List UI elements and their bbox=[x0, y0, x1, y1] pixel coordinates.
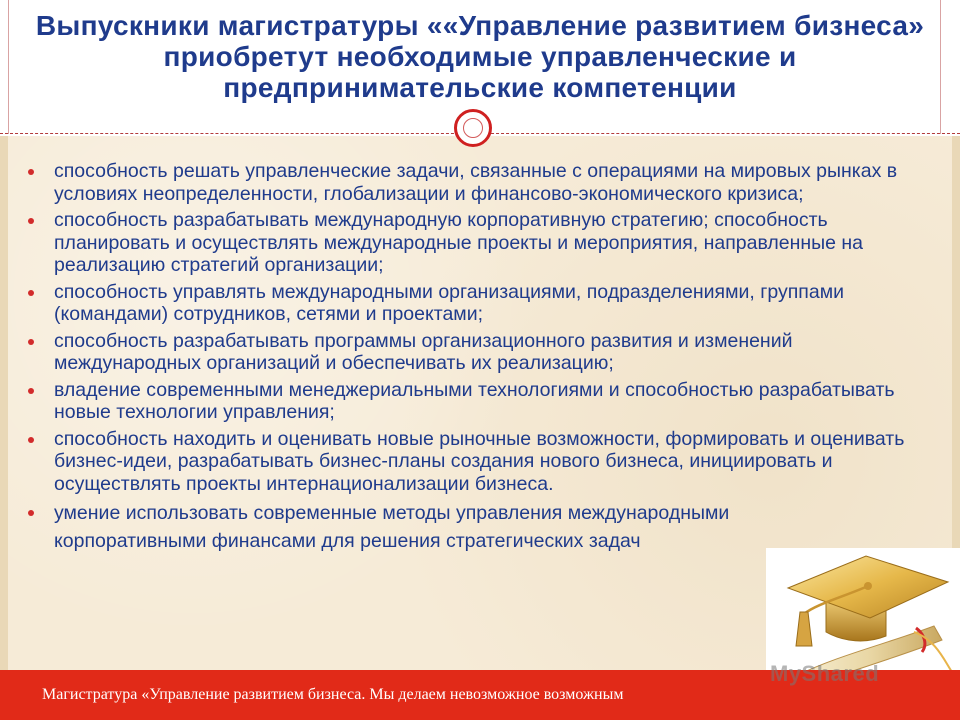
bullet-dot-icon bbox=[28, 388, 34, 394]
list-item-text: способность решать управленческие задачи, связанные с операциями на мировых рынках в условиях неопределенности, глобализации и финансово-экономического кризиса; bbox=[54, 160, 898, 205]
bullet-dot-icon bbox=[28, 510, 34, 516]
red-ring-icon bbox=[454, 109, 492, 147]
bullet-dot-icon bbox=[28, 290, 34, 296]
list-item-text: владение современными менеджериальными технологиями и способностью разрабатывать новые технологии управления; bbox=[54, 378, 895, 423]
list-item bbox=[24, 160, 934, 205]
list-item-text: способность управлять международными организациями, подразделениями, группами (командами) сотрудников, сетями и проектами; bbox=[54, 280, 844, 325]
bullet-dot-icon bbox=[28, 339, 34, 345]
competency-list bbox=[24, 160, 934, 559]
red-ring-inner bbox=[463, 118, 483, 138]
list-item bbox=[24, 379, 934, 424]
content-edge-left bbox=[0, 136, 8, 670]
list-item bbox=[24, 428, 934, 496]
list-item-text: способность разрабатывать программы организационного развития и изменений международных организаций и обеспечивать их реализацию; bbox=[54, 329, 793, 374]
list-item bbox=[24, 330, 934, 375]
footer-text: Магистратура «Управление развитием бизнеса. Мы делаем невозможное возможным bbox=[42, 686, 624, 703]
list-item bbox=[24, 499, 754, 555]
list-item bbox=[24, 281, 934, 326]
list-item-text: способность находить и оценивать новые рыночные возможности, формировать и оценивать бизнес-идеи, разрабатывать бизнес-планы создания нового бизнеса, инициировать и осуществлять проекты интернационализации бизнеса. bbox=[54, 427, 905, 495]
bullet-dot-icon bbox=[28, 437, 34, 443]
watermark: MyShared bbox=[770, 661, 880, 686]
list-item-text: умение использовать современные методы управления международными корпоративными финансами для решения стратегических задач bbox=[54, 502, 730, 552]
slide-title: Выпускники магистратуры ««Управление развитием бизнеса» приобретут необходимые управленческие и предпринимательские компетенции bbox=[35, 10, 925, 103]
list-item bbox=[24, 209, 934, 277]
bullet-dot-icon bbox=[28, 218, 34, 224]
frame-line-left bbox=[8, 0, 9, 134]
list-item-text: способность разрабатывать международную корпоративную стратегию; способность планировать и осуществлять международные проекты и мероприятия, направленные на реализацию стратегий организации; bbox=[54, 209, 864, 276]
bullet-dot-icon bbox=[28, 169, 34, 175]
frame-line-right bbox=[940, 0, 941, 134]
